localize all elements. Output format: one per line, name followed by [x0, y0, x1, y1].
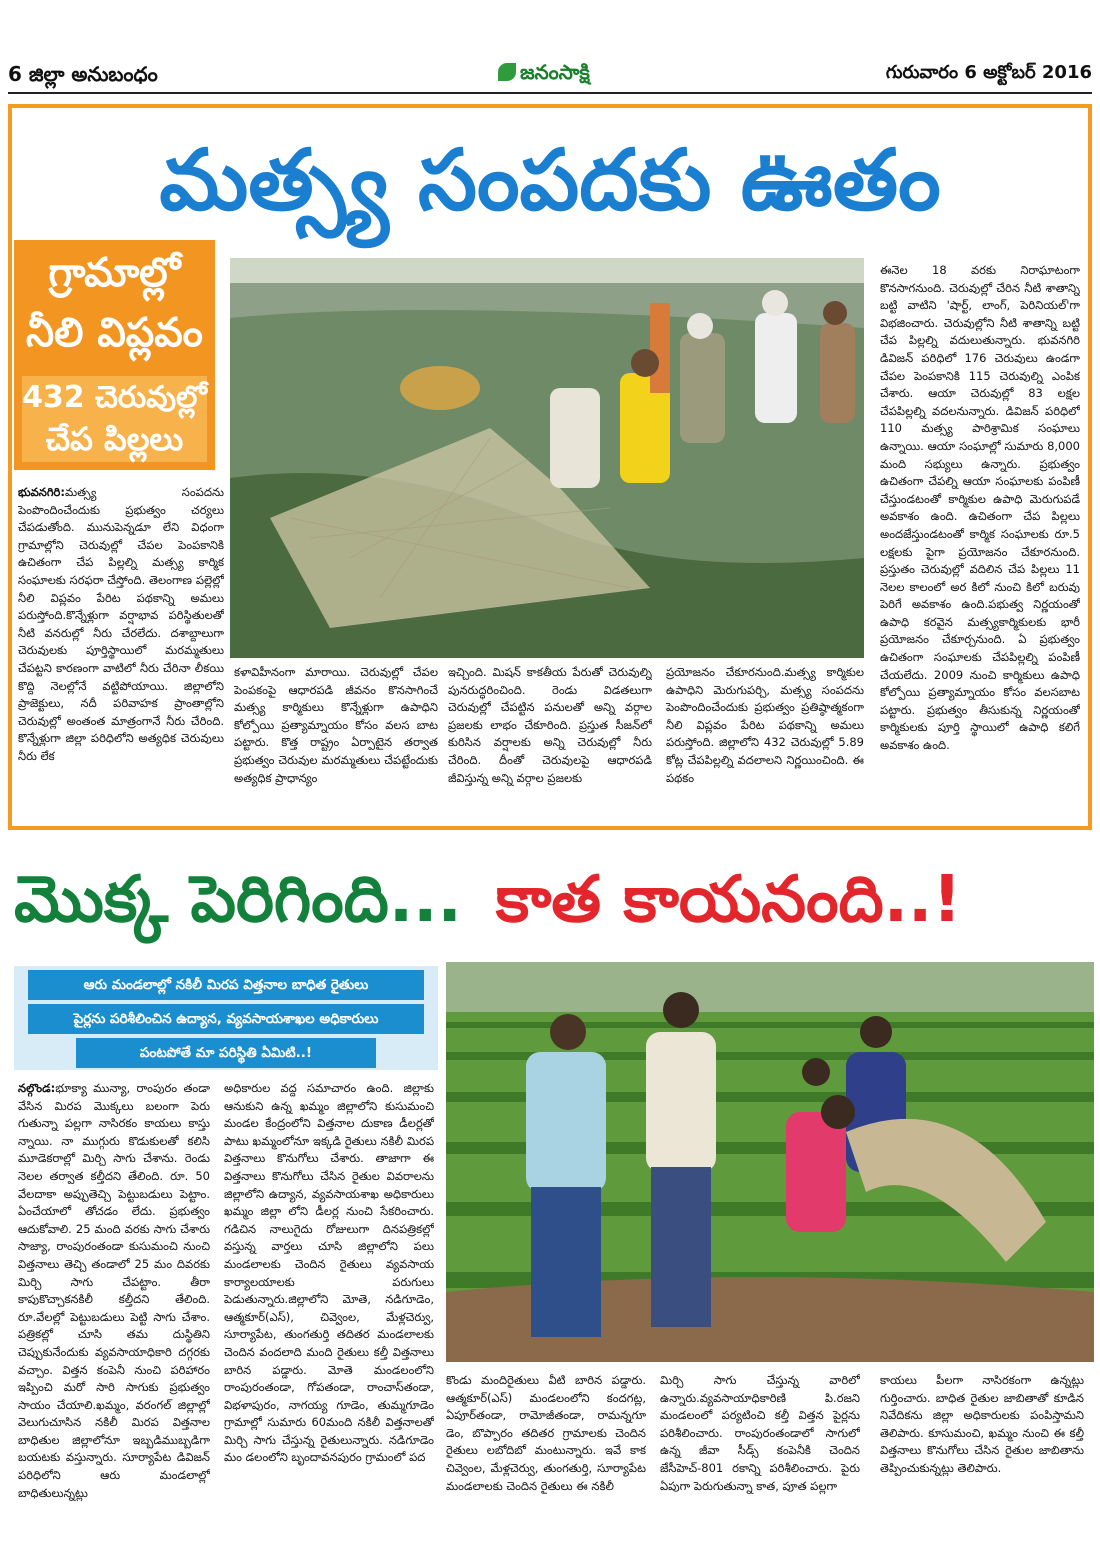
issue-date: గురువారం 6 అక్టోబర్ 2016 [885, 62, 1092, 83]
story-1-column-1 [18, 484, 224, 804]
masthead-logo: జనంసాక్షి [498, 60, 590, 89]
highlight-line-2: నీలి విప్లవం [26, 310, 203, 356]
fishermen-photo [230, 258, 864, 658]
dateline-2: నల్గొండ: [18, 1081, 56, 1095]
story-1-highlight-box [14, 240, 215, 470]
story-1-column-5: ఈనెల 18 వరకు నిరాఘాటంగా కొనసాగనుంది. చెరువుల్లో చేరిన నీటి శాతాన్ని బట్టి వాటిని 'షార్ట్, లాంగ్, పెరినియల్'గా విభజించారు. చెరువుల్లోని నీటి శాతాన్ని బట్టి చేప పిల్లల్ని వదులుతున్నారు. భువనగిరి డివిజన్ పరిధిలో 176 చెరువులు ఉండగా చేపల పెంపకానికి 115 చెరువుల్ని ఎంపిక చేశారు. ఆయా చెరువుల్లో 83 లక్షల చేపపిల్లల్ని వదలనున్నారు. డివిజన్ పరిధిలో 110 మత్స్య పారిశ్రామిక సంఘాలు ఉన్నాయి. ఆయా సంఘాల్లో సుమారు 8,000 మంది సభ్యులు ఉన్నారు. ప్రభుత్వం ఉచితంగా చేపల్ని ఆయా సంఘాలకు పంపిణీ చేస్తుండటంతో కార్మికుల ఉపాధి మెరుగుపడే అవకాశం ఉంది. ఉచితంగా చేప పిల్లలు అందజేస్తుండటంతో కార్మిక సంఘాలకు రూ.5 లక్షలకు పైగా ప్రయోజనం చేకూరనుంది. ప్రస్తుతం చెరువుల్లో వదిలిన చేప పిల్లలు 11 నెలల కాలంలో అర కిలో నుంచి కిలో బరువు పెరిగే అవకాశం ఉంది.పభుత్వ నిర్ణయంతో ఉపాధి కరవైన మత్స్యకార్మికులకు భారీ ప్రయోజనం చేకూర్చనుంది. ఏ ప్రభుత్వం ఉచితంగా సంఘాలకు చేపపిల్లల్ని పంపిణీ చేయలేదు. 2009 నుంచి కార్మికులు ఉపాధి కోల్పోయి ప్రత్యామ్నాయం కోసం వలసబాట పట్టారు. ప్రభుత్వం తీసుకున్న నిర్ణయంతో కార్మికులకు పూర్తి స్థాయిలో ఉపాధి కలిగే అవకాశం ఉంది. [880, 263, 1080, 753]
story-2-text-1: భూక్యా మున్యా, రాంపురం తండా వేసిన మిరప మొక్కలు బలంగా పెరు గుతున్నా పల్లగా నాసిరకం కాయలు కాస్తు న్నాయి. నా ముగ్గురు కొడుకులతో కలిసి మూడెకరాల్లో మిర్చి సాగు చేశాను. రెండు నెలల తర్వాత కల్తీదని తేలింది. రూ. 50 వేలదాకా అప్పుతెచ్చి పెట్టుబడులు పెట్టాం. ఏంచేయాలో తోచడం లేదు. ప్రభుత్వం ఆదుకోవాలి. 25 మంది వరకు సాగు చేశారు సాజ్యా, రాంపురంతండా కుసుమంచి నుంచి విత్తనాలు తెచ్చి తండాలో 25 మం దివరకు మిర్చి సాగు చేపట్టాం. తీరా కాపుకొచ్చాకనకిలీ కల్తీదని తేలింది. రూ.వేలల్లో పెట్టుబడులు పెట్టి సాగు చేశాం. పత్రికల్లో చూసి తమ దుస్థితిని చెప్పుకునేందుకు వ్యవసాయాధికారి దగ్గరకు వచ్చాం. విత్తన కంపెనీ నుంచి పరిహారం ఇప్పించి మరో సారి సాగుకు ప్రభుత్వం సాయం చేయాలి.ఖమ్మం, వరంగల్ జిల్లాల్లో వెలుగుచూసిన నకిలీ మిరప విత్తనాల బాధితుల జిల్లాలోనూ ఇబ్బడిముబ్బడిగా బయటకు వస్తున్నారు. సూర్యాపేట డివిజన్ పరిధిలోని ఆరు మండలాల్లో బాధితులున్నట్లు [18, 1081, 210, 1500]
story-2-column-3: కొండు మందిరైతులు వీటి బారిన పడ్డారు. ఆత్మకూర్(ఎస్) మండలంలోని కందగట్ల, ఏపూర్‌తండా, రామోజీతండా, రామన్నగూ డెం, బొప్పారం తదితర గ్రామాలకు చెందిన రైతులు లబోదిబో మంటున్నారు. ఇవే కాక చివ్వెంల, మేళ్లచెర్వు, తుంగతుర్తి, సూర్యాపేట మండలాలకు చెందిన రైతులు ఈ నకిలీ [446, 1373, 646, 1493]
story-2-column-4: మిర్చి సాగు చేస్తున్న వారిలో ఉన్నారు.వ్యవసాయాధికారిణి పి.రజని మండలంలో పర్యటించి కల్తీ విత్తన పైర్లను పరిశీలించారు. రాంపురంతండాలో సాగులో ఉన్న జీవా సీడ్స్ కంపెనీకి చెందిన జేసీహెచ్-801 రకాన్ని పరిశీలించారు. పైరు ఏపుగా పెరుగుతున్నా కాత, పూత పల్లగా [660, 1373, 860, 1493]
story-1-headline: మత్స్య సంపదకు ఊతం [159, 131, 941, 229]
field-inspection-photo [446, 962, 1094, 1362]
page-section-label: 6 జిల్లా అనుబంధం [8, 62, 158, 86]
story-1-column-3: ఇచ్చింది. మిషన్ కాకతీయ పేరుతో చెరువుల్ని పునరుద్ధరించింది. రెండు విడతలుగా చెరువుల్లో చేపట్టిన పనులతో అన్ని వర్గాల ప్రజలకు లాభం చేకూరింది. ప్రస్తుత సీజన్‌లో కురిసిన వర్షాలకు అన్ని చెరువుల్లో నీరు చేరింది. దీంతో చెరువులపై ఆధారపడి జీవిస్తున్న అన్ని వర్గాల ప్రజలకు [448, 665, 652, 785]
story-2-column-2: అధికారుల వద్ద సమాచారం ఉంది. జిల్లాకు ఆనుకుని ఉన్న ఖమ్మం జిల్లాలోని కుసుమంచి మండల కేంద్రంలోని విత్తనాల దుకాణ డీలర్లతో పాటు ఖమ్మంలోనూ ఇక్కడి రైతులు నకిలీ మిరప విత్తనాలు కొనుగోలు చేశారు. తాజాగా ఈ విత్తనాలు కొనుగోలు చేసిన రైతుల వివరాలను జిల్లాలోని ఉద్యాన, వ్యవసాయశాఖ అధికారులు ఖమ్మం జిల్లా లోని డీలర్ల నుంచి సేకరించారు. గడిచిన నాలుగైదు రోజులుగా దినపత్రికల్లో వస్తున్న వార్తలు చూసి జిల్లాలోని పలు మండలాలకు చెందిన రైతులు వ్యవసాయ కార్యాలయాలకు పరుగులు పెడుతున్నారు.జిల్లాలోని మోతె, నడిగూడెం, ఆత్మకూర్(ఎస్), చివ్వెంల, మేళ్లచెర్వు, సూర్యాపేట, తుంగతుర్తి తదితర మండలాలకు చెందిన వందలాది మంది రైతులు కల్తీ విత్తనాలు బారిన పడ్డారు. మోతె మండలంలోని రాంపురంతండా, గోపతండా, రాంచాస్‌తండా, విభళాపురం, నాగయ్య గూడెం, తుమ్మగూడెం గ్రామాల్లో సుమారు 60మంది నకిలీ విత్తనాలతో మిర్చి సాగు చేస్తున్న రైతులున్నారు. నడిగూడెం మం డలంలోని బృందావనపురం గ్రామంలో పద [224, 1081, 434, 1465]
highlight-line-3: 432 చెరువుల్లో [22, 380, 207, 415]
story-1-text-1: మత్స్య సంపదను పెంపొందించేందుకు ప్రభుత్వం చర్యలు చేపడుతోంది. మునుపెన్నడూ లేని విధంగా గ్రామాల్లోని చెరువుల్లో చేపల పెంపకానికి ఉచితంగా చేప పిల్లల్ని మత్స్య కార్మిక సంఘాలకు సరఫరా చేస్తోంది. తెలంగాణ పల్లెల్లో నీలి విప్లవం పేరిట పథకాన్ని అమలు పరుస్తోంది.కొన్నేళ్లుగా వర్షాభావ పరిస్థితులతో నీటి వనరుల్లో నీరు చేరలేదు. దశాబ్దాలుగా చెరువులకు పూర్తిస్థాయిలో మరమ్మతులు చేపట్టని కారణంగా వాటిలో నీరు చేరినా లీకయి కొద్ది నెలల్లోనే వట్టిపోయాయి. జిల్లాలోని ప్రాజెక్టులు, నదీ పరివాహక ప్రాంతాల్లోని చెరువుల్లో అంతంత మాత్రంగానే నీరు చేరింది. కొన్నేళ్లుగా జిల్లా పరిధిలోని అత్యధిక చెరువులు నీరు లేక [18, 485, 224, 763]
story-1-column-2: కళావిహీనంగా మారాయి. చెరువుల్లో చేపల పెంపకంపై ఆధారపడి జీవనం కొనసాగించే మత్స్య కార్మికులు కొన్నేళ్లుగా ఉపాధిని కోల్పోయి ప్రత్యామ్నాయం కోసం వలస బాట పట్టారు. కొత్త రాష్ట్రం ఏర్పాటైన తర్వాత ప్రభుత్వం చెరువుల మరమ్మతులు చేపట్టేందుకు అత్యధిక ప్రాధాన్యం [234, 665, 438, 785]
leaf-icon [498, 63, 516, 81]
subhead-strip-1: ఆరు మండలాల్లో నకిలీ మిరప విత్తనాల బాధిత రైతులు [28, 970, 424, 1000]
dateline: భువనగిరి: [18, 485, 65, 499]
story-2-column-5: కాయలు పీలగా నాసిరకంగా ఉన్నట్లు గుర్తించారు. బాధిత రైతుల జాబితాతో కూడిన నివేదికను జిల్లా అధికారులకు పంపిస్తామని తెలిపారు. కూసుమంచి, ఖమ్మం నుంచి ఈ కల్తీ విత్తనాలు కొనుగోలు చేసిన రైతుల జాబితాను తెప్పించుకున్నట్లు తెలిపారు. [880, 1373, 1084, 1475]
highlight-line-1: గ్రామాల్లో [48, 250, 181, 296]
highlight-line-4: చేప పిల్లలు [45, 420, 184, 458]
page-header [8, 58, 1092, 94]
story-1-column-4: ప్రయోజనం చేకూరనుంది.మత్స్య కార్మికుల ఉపాధిని మెరుగుపర్చి, మత్స్య సంపదను పెంపొందించేందుకు ప్రభుత్వం ప్రతిష్ఠాత్మకంగా నీలి విప్లవం పేరిట పథకాన్ని అమలు పరుస్తోంది. జిల్లాలోని 432 చెరువుల్లో 5.89 కోట్ల చేపపిల్లల్ని వదలాలని నిర్ణయించింది. ఈ పథకం [666, 665, 864, 785]
headline-part-2: కాత కాయనంది..! [495, 863, 962, 937]
subhead-strip-3: పంటపోతే మా పరిస్థితి ఏమిటి..! [76, 1038, 376, 1068]
headline-part-1: మొక్క పెరిగింది... [14, 863, 462, 937]
subhead-strip-2: పైర్లను పరిశీలించిన ఉద్యాన, వ్యవసాయశాఖల అధికారులు [28, 1004, 424, 1034]
story-2-column-1 [18, 1080, 210, 1540]
story-2-headline [14, 850, 1094, 950]
